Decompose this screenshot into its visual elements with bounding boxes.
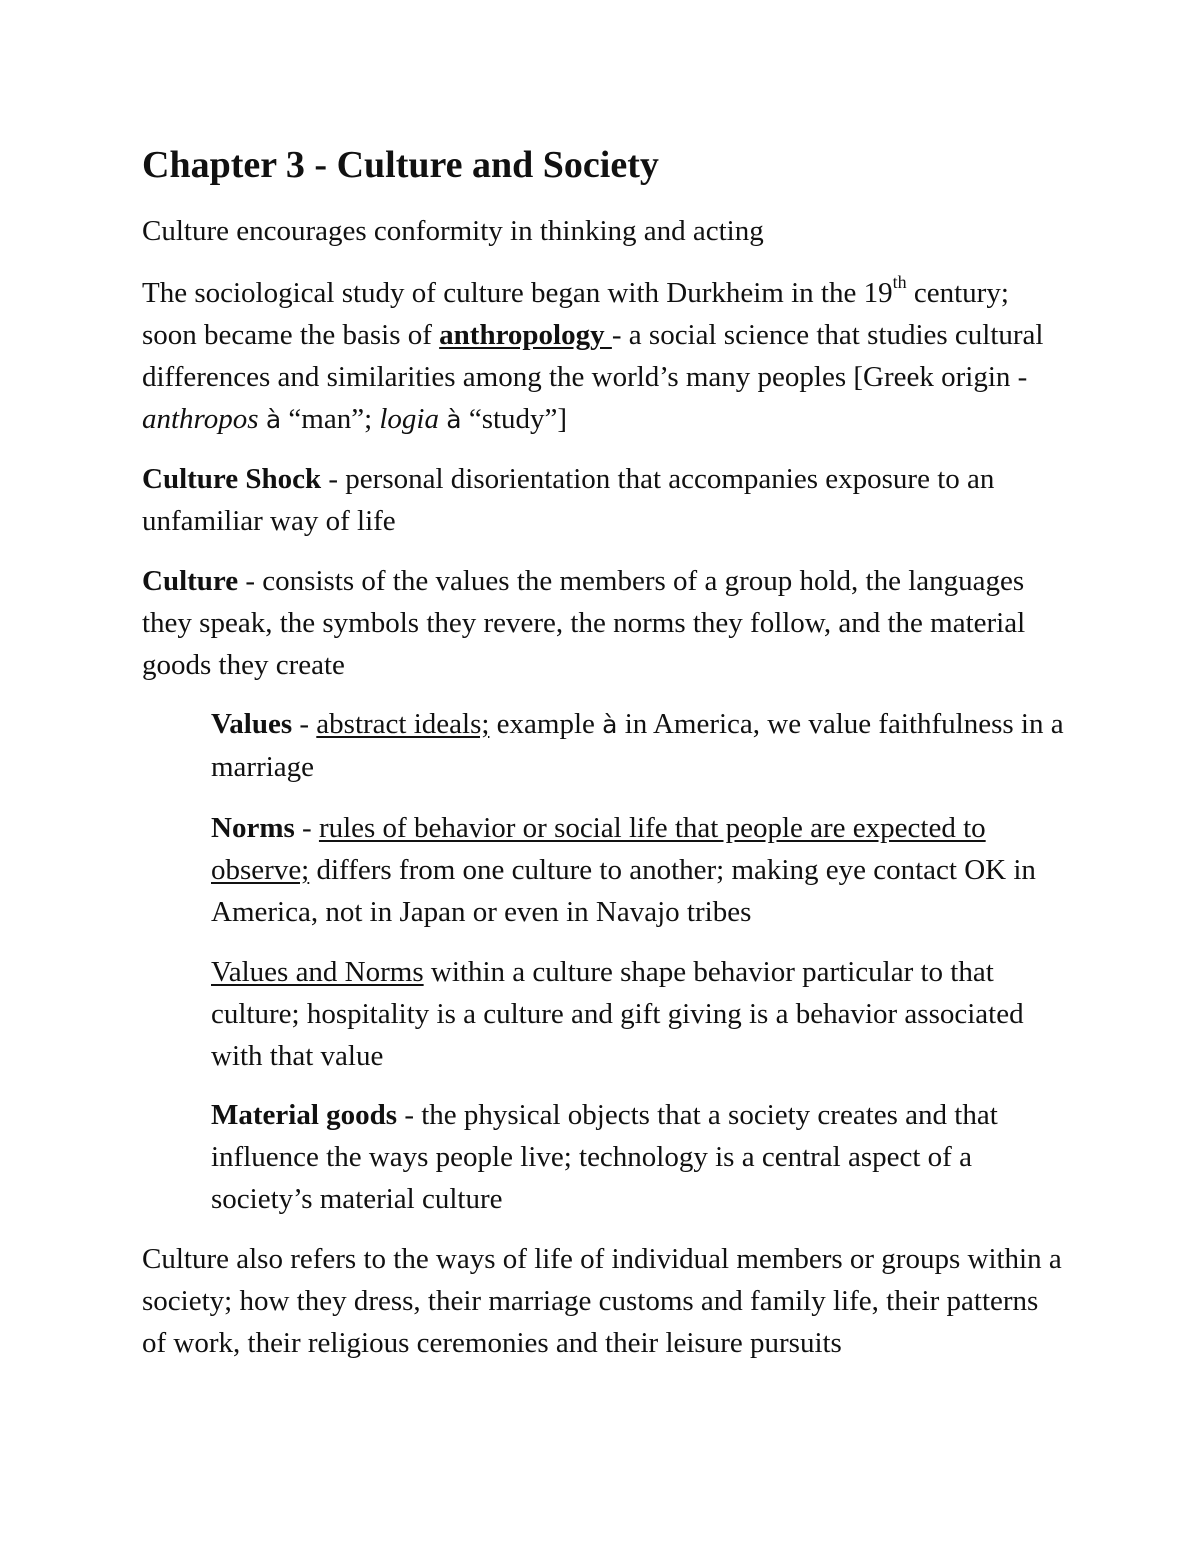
word-logia: logia	[379, 403, 439, 435]
paragraph-culture	[142, 560, 1062, 686]
arrow-glyph: à	[265, 405, 282, 434]
text: - a social science that studies cultural differences and similarities among the world’s many peoples [Greek origin -	[142, 319, 1044, 393]
page-title: Chapter 3 - Culture and Society	[142, 144, 659, 186]
paragraph-ways-of-life: Culture also refers to the ways of life of individual members or groups within a society; how they dress, their marriage customs and family life, their patterns of work, their religious ceremonies and their leisure pursuits	[142, 1243, 1062, 1359]
paragraph-values-and-norms	[211, 951, 1071, 1077]
paragraph-conformity: Culture encourages conformity in thinking and acting	[142, 215, 764, 247]
text: “man”;	[281, 403, 380, 435]
paragraph-anthropology	[142, 272, 1062, 441]
text: century; soon became the basis of	[142, 277, 1009, 351]
text: -	[292, 708, 317, 740]
text: differs from one culture to another; making eye contact OK in America, not in Japan or even in Navajo tribes	[211, 854, 1036, 928]
term-culture-shock: Culture Shock	[142, 463, 322, 495]
superscript-th: th	[892, 272, 907, 292]
underlined-text: abstract ideals;	[316, 708, 490, 740]
paragraph-norms	[211, 807, 1071, 933]
paragraph-material-goods	[211, 1094, 1071, 1220]
text	[259, 403, 266, 435]
term-culture: Culture	[142, 565, 239, 597]
term-anthropology: anthropology	[439, 319, 612, 351]
term-values: Values	[211, 708, 293, 740]
term-norms: Norms	[211, 812, 295, 844]
term-material-goods: Material goods	[211, 1099, 398, 1131]
text: The sociological study of culture began with Durkheim in the 19	[142, 277, 893, 309]
paragraph-values	[211, 703, 1071, 788]
arrow-glyph: à	[446, 405, 462, 434]
underlined-text: rules of behavior or social life that people are expected to observe;	[211, 812, 986, 886]
arrow-glyph: à	[602, 710, 618, 739]
word-anthropos: anthropos	[142, 403, 259, 435]
text: example	[489, 708, 603, 740]
paragraph-culture-shock	[142, 458, 1062, 542]
text: in America, we value faithfulness in a marriage	[211, 708, 1064, 783]
definition-text: - consists of the values the members of a group hold, the languages they speak, the symbols they revere, the norms they follow, and the material goods they create	[142, 565, 1026, 681]
definition-text: - personal disorientation that accompanies exposure to an unfamiliar way of life	[142, 463, 995, 537]
text: “study”]	[461, 403, 568, 435]
text: within a culture shape behavior particular to that culture; hospitality is a culture and gift giving is a behavior associated with that value	[211, 956, 1024, 1072]
text: -	[294, 812, 319, 844]
underlined-text: Values and Norms	[211, 956, 424, 988]
definition-text: - the physical objects that a society creates and that influence the ways people live; technology is a central aspect of a society’s material culture	[211, 1099, 998, 1215]
